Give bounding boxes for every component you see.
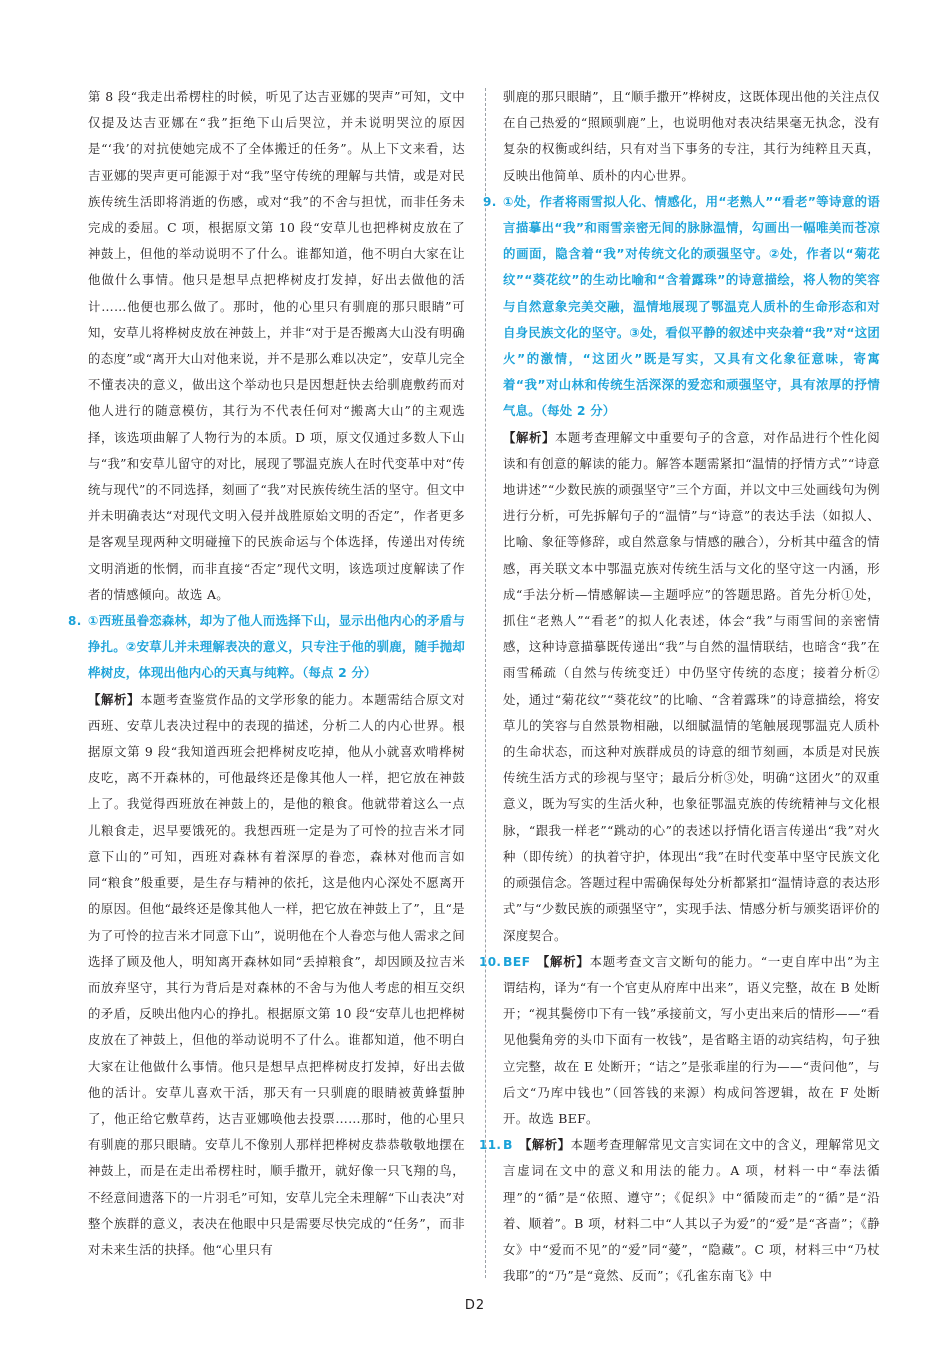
analysis-tag: 【解析】 [518, 1137, 571, 1153]
answer-code: BEF [503, 953, 531, 969]
continued-paragraph: 第 8 段“我走出希楞柱的时候，听见了达吉亚娜的哭声”可知，文中仅提及达吉亚娜在“我”拒绝下山后哭泣，并未说明哭泣的原因是“‘我’的对抗使她完成不了全体搬迁的任务”。从上下文来看，达吉亚娜的哭声更可能源于对“我”坚守传统的理解与共情，或是对民族传统生活即将消逝的伤感，或对“我”的不舍与担忧，而非任务未完成的委屈。C 项，根据原文第 10 段“安草儿也把桦树皮放在了神鼓上，但他的举动说明不了什么。谁都知道，他不明白大家在让他做什么事情。他只是想早点把桦树皮打发掉，好出去做他的活计……他便也那么做了。那时，他的心里只有驯鹿的那只眼睛”可知，安草儿将桦树皮放在神鼓上，并非“对于是否搬离大山没有明确的态度”或“离开大山对他来说，并不是那么难以决定”，安草儿完全不懂表决的意义，做出这个举动也只是因想赶快去给驯鹿敷药而对他人进行的随意模仿，其行为不代表任何对“搬离大山”的主观选择，该选项曲解了人物行为的本质。D 项，原文仅通过多数人下山与“我”和安草儿留守的对比，展现了鄂温克族人在时代变革中对“传统与现代”的不同选择，刻画了“我”对民族传统生活的坚守。但文中并未明确表达“对现代文明入侵并战胜原始文明的否定”，作者更多是客观呈现两种文明碰撞下的民族命运与个体选择，传递出对传统文明消逝的怅惘，而非直接“否定”现代文明，该选项过度解读了作者的情感倾向。故选 A。 [88, 89, 465, 602]
question-number: 10. [479, 954, 502, 969]
analysis-text: 本题考查理解常见文言实词在文中的含义，理解常见文言虚词在文中的意义和用法的能力。A 项，材料一中“奉法循理”的“循”是“依照、遵守”；《促织》中“循陵而走”的“循”是“沿着、顺着”。B 项，材料二中“人其以子为爱”的“爱”是“吝啬”；《静女》中“爱而不见”的“爱”同“薆”，“隐藏”。C 项，材料三中“乃杖我耶”的“乃”是“竟然、反而”；《孔雀东南飞》中 [503, 1137, 880, 1284]
question-9 [483, 189, 881, 949]
analysis-paragraph [88, 687, 465, 1263]
analysis-paragraph [503, 425, 880, 949]
answer-text: ①西班虽眷恋森林，却为了他人而选择下山，显示出他内心的矛盾与挣扎。②安草儿并未理解表决的意义，只专注于他的驯鹿，随手抛却桦树皮，体现出他内心的天真与纯粹。（每点 2 分） [88, 613, 465, 681]
question-number: 9. [483, 194, 497, 209]
analysis-text: 本题考查理解文中重要句子的含意，对作品进行个性化阅读和有创意的解读的能力。解答本题需紧扣“温情的抒情方式”“诗意地讲述”“少数民族的顽强坚守”三个方面，并以文中三处画线句为例进行分析，可先拆解句子的“温情”与“诗意”的表达手法（如拟人、比喻、象征等修辞，或自然意象与情感的融合），分析其中蕴含的情感，再关联文本中鄂温克族对传统生活与文化的坚守这一内涵，形成“手法分析—情感解读—主题呼应”的答题思路。首先分析①处，抓住“老熟人”“看老”的拟人化表述，体会“我”与雨雪间的亲密情感，这种诗意描摹既传递出“我”与自然的温情联结，也暗含“我”在雨雪稀疏（自然与传统变迁）中仍坚守传统的态度；接着分析②处，通过“菊花纹”“葵花纹”的比喻、“含着露珠”的诗意描绘，将安草儿的笑容与自然景物相融，以细腻温情的笔触展现鄂温克人质朴的生命状态，而这种对族群成员的诗意的细节刻画，本质是对民族传统生活方式的珍视与坚守；最后分析③处，明确“这团火”的双重意义，既为写实的生活火种，也象征鄂温克族的传统精神与文化根脉，“跟我一样老”“跳动的心”的表述以抒情化语言传递出“我”对火种（即传统）的执着守护，体现出“我”在时代变革中坚守民族文化的顽强信念。答题过程中需确保每处分析都紧扣“温情诗意的表达形式”与“少数民族的顽强坚守”，实现手法、情感分析与颁奖语评价的深度契合。 [503, 429, 881, 943]
analysis-paragraph [503, 1132, 880, 1289]
analysis-text: 本题考查鉴赏作品的文学形象的能力。本题需结合原文对西班、安草儿表决过程中的表现的描述，分析二人的内心世界。根据原文第 9 段“我知道西班会把桦树皮吃掉，他从小就喜欢啃桦树皮吃，离不开森林的，可他最终还是像其他人一样，把它放在神鼓上了。我觉得西班放在神鼓上的，是他的粮食。他就带着这么一点儿粮食走，迟早要饿死的。我想西班一定是为了可怜的拉吉米才同意下山的”可知，西班对森林有着深厚的眷恋，森林对他而言如同“粮食”般重要，是生存与精神的依托，这是他内心深处不愿离开的原因。但他“最终还是像其他人一样，把它放在神鼓上了”，且“是为了可怜的拉吉米才同意下山”，说明他在个人眷恋与他人需求之间选择了顾及他人，明知离开森林如同“丢掉粮食”，却因顾及拉吉米而放弃坚守，其行为背后是对森林的不舍与为他人考虑的相互交织的矛盾，反映出他内心的挣扎。根据原文第 10 段“安草儿也把桦树皮放在了神鼓上，但他的举动说明不了什么。谁都知道，他不明白大家在让他做什么事情。他只是想早点把桦树皮打发掉，好出去做他的活计。安草儿喜欢干活，那天有一只驯鹿的眼睛被黄蜂蜇肿了，他正给它敷草药，达吉亚娜唤他去投票……那时，他的心里只有驯鹿的那只眼睛。安草儿不像别人那样把桦树皮恭恭敬敬地摆在神鼓上，而是在走出希楞柱时，顺手撒开，就好像一只飞翔的鸟，不经意间遗落下的一片羽毛”可知，安草儿完全未理解“下山表决”对整个族群的意义，表决在他眼中只是需要尽快完成的“任务”，而非对未来生活的抉择。他“心里只有 [88, 691, 466, 1257]
question-10 [479, 949, 880, 1132]
right-column [479, 84, 881, 1289]
answer-text: ①处，作者将雨雪拟人化、情感化，用“老熟人”“看老”等诗意的语言描摹出“我”和雨雪亲密无间的脉脉温情，勾画出一幅唯美而苍凉的画面，隐含着“我”对传统文化的顽强坚守。②处，作者以“菊花纹”“葵花纹”的生动比喻和“含着露珠”的诗意描绘，将人物的笑容与自然意象完美交融，温情地展现了鄂温克人质朴的生命形态和对自身民族文化的坚守。③处，看似平静的叙述中夹杂着“我”对“这团火”的激情，“这团火”既是写实，又具有文化象征意味，寄寓着“我”对山林和传统生活深深的爱恋和顽强坚守，具有浓厚的抒情气息。（每处 2 分） [503, 193, 880, 419]
analysis-tag: 【解析】 [88, 691, 141, 707]
analysis-tag: 【解析】 [536, 953, 590, 969]
question-8 [68, 608, 466, 1263]
continued-paragraph: 驯鹿的那只眼睛”，且“顺手撒开”桦树皮，这既体现出他的关注点仅在自己热爱的“照顾驯鹿”上，也说明他对表决结果毫无执念，没有复杂的权衡或纠结，只有对当下事务的专注，其行为纯粹且天真，反映出他简单、质朴的内心世界。 [503, 89, 880, 183]
analysis-paragraph [503, 949, 880, 1132]
analysis-tag: 【解析】 [503, 429, 556, 445]
answer-code: B [503, 1137, 513, 1153]
question-number: 11. [479, 1138, 502, 1153]
left-column [68, 84, 466, 1263]
question-number: 8. [68, 614, 82, 629]
question-11 [479, 1132, 880, 1289]
analysis-text: 本题考查文言文断句的能力。“一吏自库中出”为主谓结构，译为“有一个官吏从府库中出来”，语义完整，故在 B 处断开；“视其鬓傍巾下有一钱”承接前文，写小吏出来后的情形——“看见他鬓角旁的头巾下面有一枚钱”，是省略主语的动宾结构，句子独立完整，故在 E 处断开；“诘之”是张乖崖的行为——“责问他”，与后文“乃库中钱也”（回答钱的来源）构成问答逻辑，故在 F 处断开。故选 BEF。 [503, 953, 880, 1126]
column-divider [485, 88, 486, 1278]
page-number: D2 [464, 1298, 486, 1313]
